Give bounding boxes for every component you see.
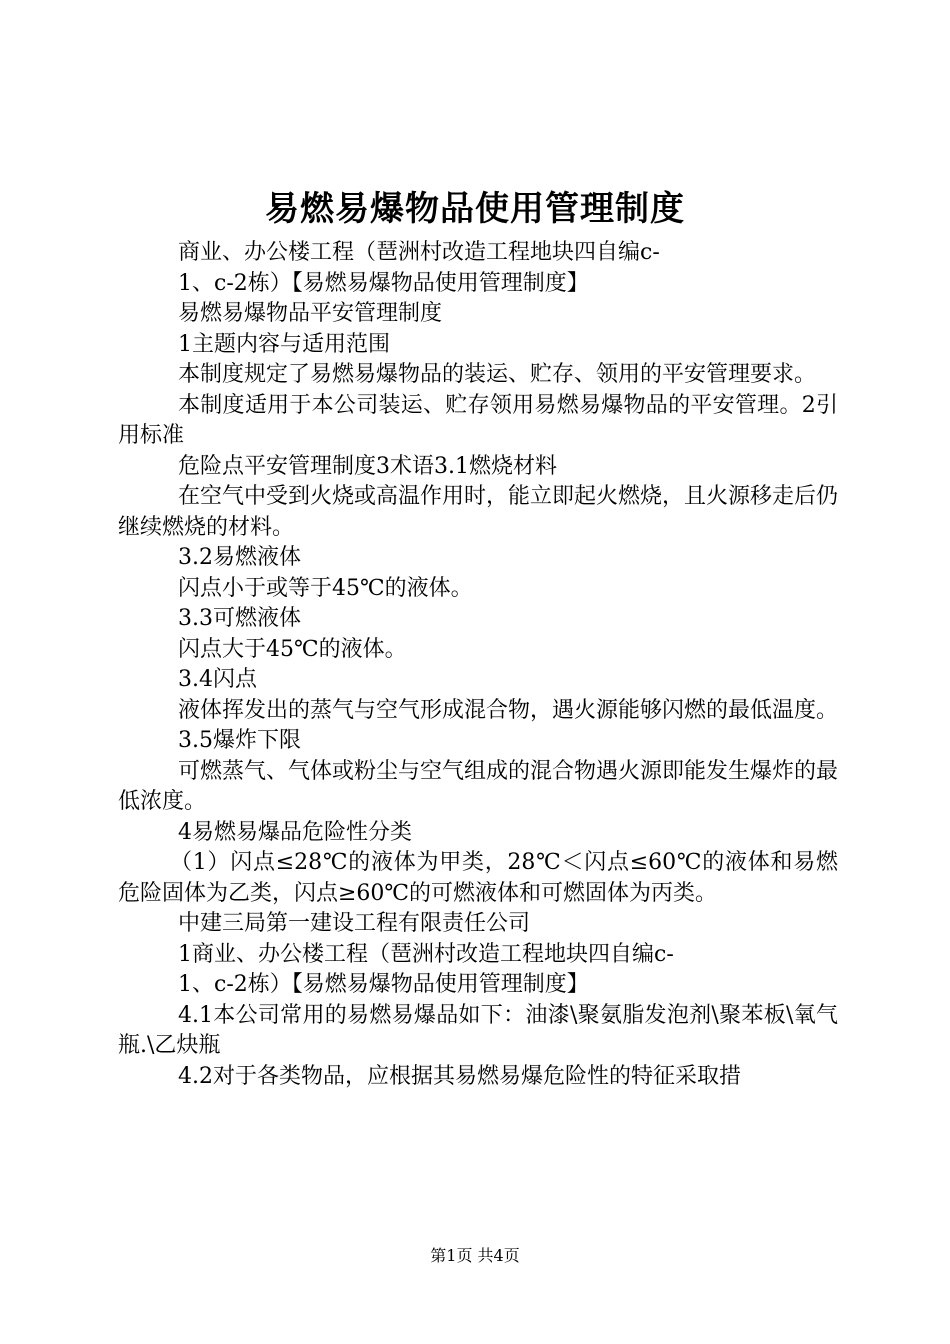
paragraph-combustible-liquid-heading: 3.3可燃液体 [178, 606, 301, 631]
paragraph-flash-point-heading: 3.4闪点 [178, 667, 257, 692]
paragraph-burning-material: 在空气中受到火烧或高温作用时，能立即起火燃烧，且火源移走后仍继续燃烧的材料。 [118, 484, 838, 540]
paragraph-applicability: 本制度适用于本公司装运、贮存领用易燃易爆物品的平安管理。2引用标准 [118, 392, 838, 448]
paragraph-flammable-liquid-heading: 3.2易燃液体 [178, 545, 301, 570]
paragraph-classification-heading: 4易燃易爆品危险性分类 [178, 819, 412, 845]
paragraph-section-heading: 易燃易爆物品平安管理制度 [178, 301, 443, 326]
paragraph-scope-text: 本制度规定了易燃易爆物品的装运、贮存、领用的平安管理要求。 [178, 362, 817, 387]
paragraph-project-name-repeat-2: 1、c-2栋）【易燃易爆物品使用管理制度】 [178, 972, 589, 997]
paragraph-company-name: 中建三局第一建设工程有限责任公司 [178, 911, 531, 936]
paragraph-project-name-1: 商业、办公楼工程（琶洲村改造工程地块四自编c- [178, 240, 660, 265]
document-body [118, 238, 838, 1092]
paragraph-explosion-limit-heading: 3.5爆炸下限 [178, 728, 301, 753]
paragraph-common-items: 4.1本公司常用的易燃易爆品如下：油漆\聚氨脂发泡剂\聚苯板\氧气瓶.\乙炔瓶 [118, 1002, 838, 1058]
paragraph-flammable-liquid-text: 闪点小于或等于45℃的液体。 [178, 575, 473, 601]
paragraph-explosion-limit-text: 可燃蒸气、气体或粉尘与空气组成的混合物遇火源即能发生爆炸的最低浓度。 [118, 758, 838, 814]
paragraph-measures: 4.2对于各类物品，应根据其易燃易爆危险性的特征采取措 [178, 1063, 741, 1089]
paragraph-project-name-repeat-1: 1商业、办公楼工程（琶洲村改造工程地块四自编c- [178, 941, 674, 967]
paragraph-terms-heading: 危险点平安管理制度3术语3.1燃烧材料 [178, 453, 557, 479]
paragraph-classification-text: （1）闪点≤28℃的液体为甲类，28℃＜闪点≤60℃的液体和易燃危险固体为乙类，闪点≥60℃的可燃液体和可燃固体为丙类。 [118, 850, 838, 906]
paragraph-combustible-liquid-text: 闪点大于45℃的液体。 [178, 636, 407, 662]
document-title: 易燃易爆物品使用管理制度 [265, 189, 685, 229]
page-number-footer: 第1页 共4页 [430, 1246, 520, 1265]
paragraph-scope-heading: 1主题内容与适用范围 [178, 331, 390, 357]
paragraph-flash-point-text: 液体挥发出的蒸气与空气形成混合物，遇火源能够闪燃的最低温度。 [178, 697, 838, 723]
paragraph-project-name-2: 1、c-2栋）【易燃易爆物品使用管理制度】 [178, 270, 589, 296]
